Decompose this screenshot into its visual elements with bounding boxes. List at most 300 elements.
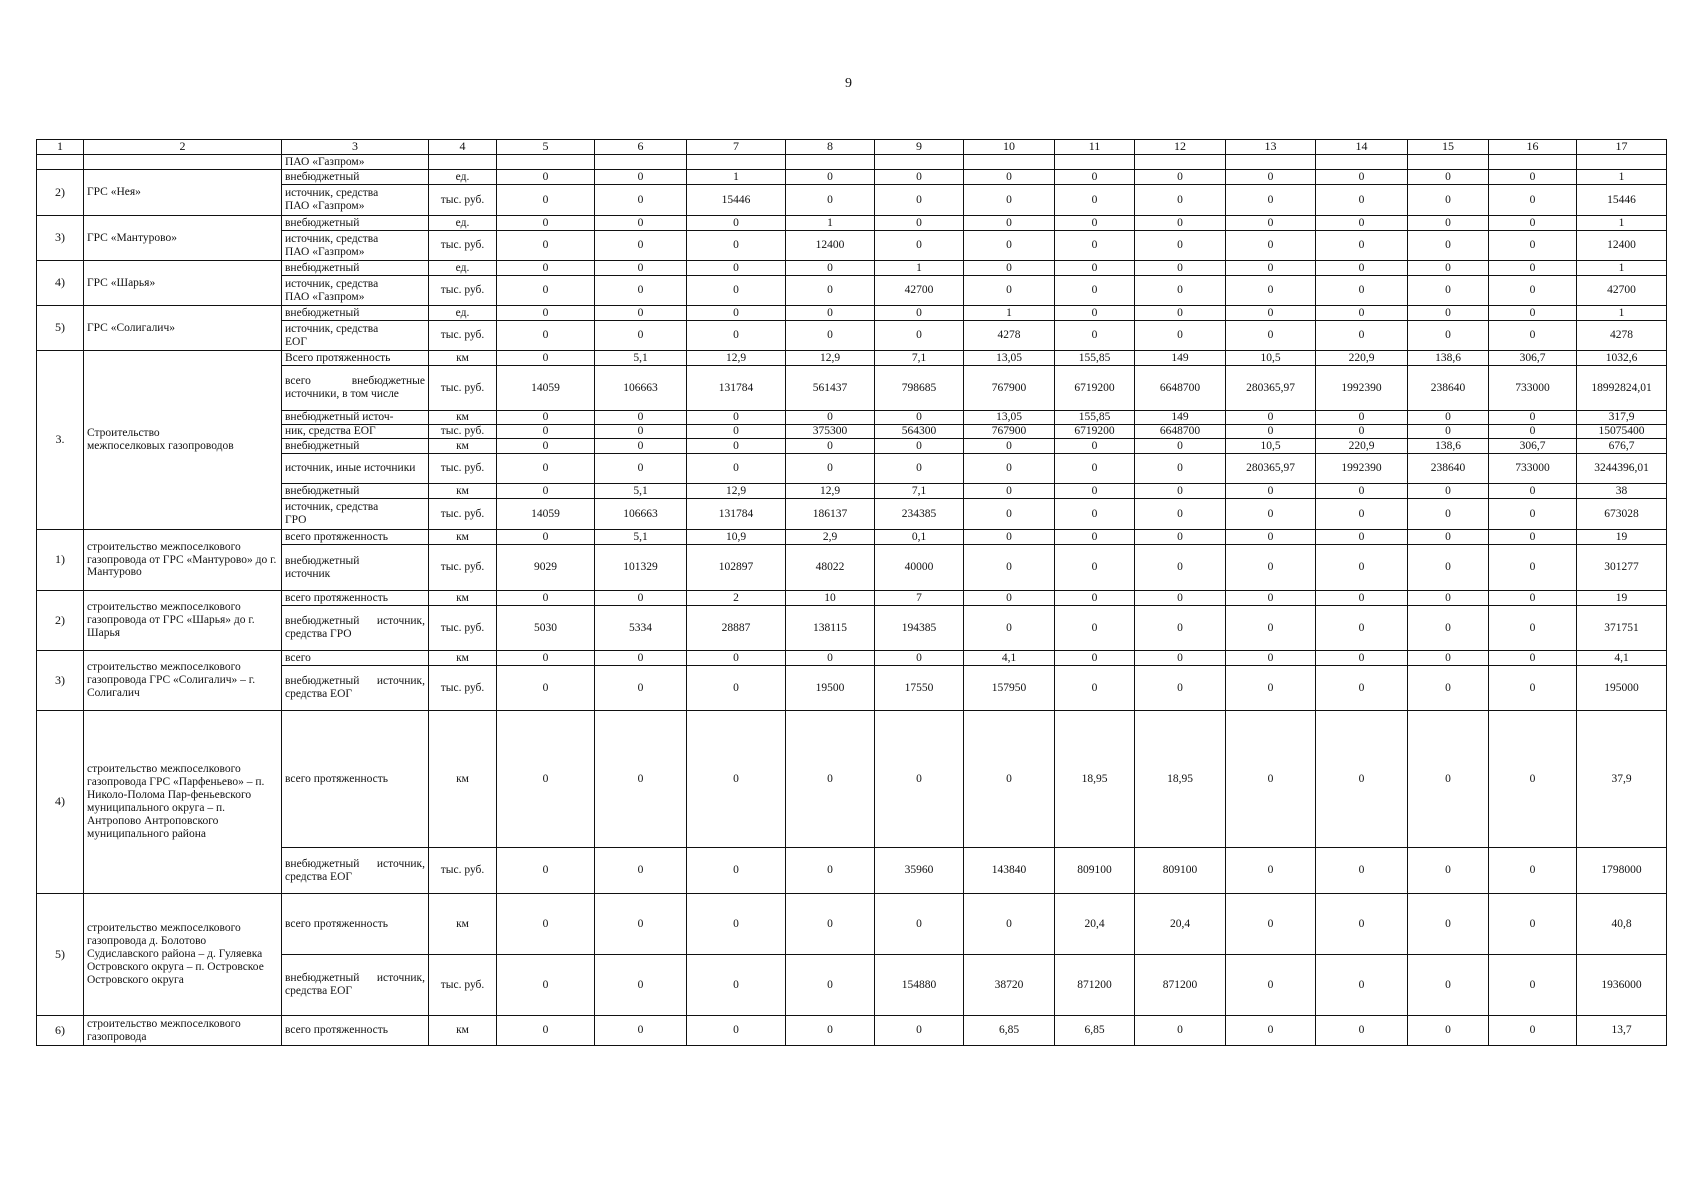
value-cell: 0 — [1226, 606, 1316, 651]
value-cell: 733000 — [1489, 454, 1577, 484]
value-cell: 0 — [1489, 306, 1577, 321]
unit-cell: км — [429, 530, 497, 545]
item-number: 5) — [37, 894, 84, 1016]
value-cell: 6648700 — [1135, 425, 1226, 439]
value-cell: 0 — [1408, 411, 1489, 425]
item-number: 2) — [37, 170, 84, 216]
unit-cell: тыс. руб. — [429, 321, 497, 351]
value-cell: 0 — [964, 484, 1055, 499]
value-cell: 1 — [1577, 216, 1667, 231]
value-cell: 0 — [497, 484, 595, 499]
value-cell: 0 — [1489, 848, 1577, 894]
value-cell: 798685 — [875, 366, 964, 411]
value-cell: 0 — [1226, 955, 1316, 1016]
value-cell: 0 — [1135, 321, 1226, 351]
column-header-8: 8 — [786, 140, 875, 155]
value-cell: 0 — [1408, 321, 1489, 351]
value-cell: 0 — [497, 651, 595, 666]
table-row — [37, 366, 1667, 411]
value-cell: 6648700 — [1135, 366, 1226, 411]
table-row — [37, 545, 1667, 591]
value-cell: 37,9 — [1577, 711, 1667, 848]
value-cell: 0 — [1489, 530, 1577, 545]
value-cell: 0 — [875, 894, 964, 955]
value-cell: 157950 — [964, 666, 1055, 711]
table-row — [37, 591, 1667, 606]
value-cell: 1 — [786, 216, 875, 231]
unit-cell: тыс. руб. — [429, 454, 497, 484]
source-cell: источник, средства ЕОГ — [282, 321, 429, 351]
value-cell: 0 — [1489, 606, 1577, 651]
value-cell: 0 — [1408, 606, 1489, 651]
value-cell: 0 — [786, 848, 875, 894]
column-header-10: 10 — [964, 140, 1055, 155]
unit-cell: тыс. руб. — [429, 425, 497, 439]
value-cell: 149 — [1135, 411, 1226, 425]
column-header-12: 12 — [1135, 140, 1226, 155]
unit-cell: тыс. руб. — [429, 848, 497, 894]
value-cell: 10,5 — [1226, 439, 1316, 454]
item-number: 1) — [37, 530, 84, 591]
value-cell: 13,05 — [964, 411, 1055, 425]
value-cell: 143840 — [964, 848, 1055, 894]
value-cell: 0 — [875, 321, 964, 351]
value-cell: 4278 — [1577, 321, 1667, 351]
value-cell: 0 — [595, 955, 687, 1016]
value-cell: 673028 — [1577, 499, 1667, 530]
value-cell: 19500 — [786, 666, 875, 711]
value-cell: 131784 — [687, 499, 786, 530]
value-cell: 0 — [1226, 306, 1316, 321]
value-cell: 0 — [595, 231, 687, 261]
value-cell: 1 — [875, 261, 964, 276]
value-cell: 0 — [1055, 306, 1135, 321]
value-cell: 280365,97 — [1226, 454, 1316, 484]
value-cell: 0 — [1408, 545, 1489, 591]
column-header-4: 4 — [429, 140, 497, 155]
value-cell: 195000 — [1577, 666, 1667, 711]
value-cell: 0 — [875, 231, 964, 261]
source-cell: всего протяженность — [282, 894, 429, 955]
value-cell: 280365,97 — [1226, 366, 1316, 411]
value-cell: 0 — [1226, 484, 1316, 499]
value-cell: 0 — [1408, 261, 1489, 276]
value-cell: 0 — [687, 276, 786, 306]
value-cell: 1 — [964, 306, 1055, 321]
value-cell: 0 — [687, 454, 786, 484]
value-cell: 0 — [497, 321, 595, 351]
table-row — [37, 261, 1667, 276]
value-cell: 0 — [497, 411, 595, 425]
value-cell: 0 — [786, 276, 875, 306]
value-cell: 0 — [497, 170, 595, 185]
value-cell: 42700 — [875, 276, 964, 306]
value-cell: 12,9 — [786, 484, 875, 499]
value-cell: 0 — [1316, 848, 1408, 894]
value-cell: 0 — [595, 411, 687, 425]
value-cell: 0 — [687, 848, 786, 894]
value-cell: 7,1 — [875, 351, 964, 366]
unit-cell: км — [429, 411, 497, 425]
value-cell: 0 — [595, 848, 687, 894]
value-cell: 19 — [1577, 591, 1667, 606]
value-cell: 0 — [1316, 1016, 1408, 1046]
item-number: 4) — [37, 261, 84, 306]
cell — [84, 155, 282, 170]
value-cell: 0 — [1055, 666, 1135, 711]
section-name: Строительство межпоселковых газопроводов — [84, 351, 282, 530]
value-cell: 0 — [1055, 591, 1135, 606]
value-cell: 0 — [1316, 606, 1408, 651]
value-cell: 0 — [497, 231, 595, 261]
table-row — [37, 425, 1667, 439]
value-cell: 0 — [1489, 651, 1577, 666]
value-cell: 0 — [1408, 185, 1489, 216]
value-cell: 18992824,01 — [1577, 366, 1667, 411]
value-cell: 15446 — [1577, 185, 1667, 216]
value-cell: 4278 — [964, 321, 1055, 351]
value-cell: 0 — [1316, 711, 1408, 848]
value-cell: 0 — [964, 454, 1055, 484]
value-cell: 4,1 — [964, 651, 1055, 666]
value-cell: 0 — [1055, 484, 1135, 499]
value-cell: 0 — [1316, 651, 1408, 666]
unit-cell: тыс. руб. — [429, 366, 497, 411]
table-row — [37, 1016, 1667, 1046]
source-cell: внебюджетный источник, средства ЕОГ — [282, 955, 429, 1016]
value-cell: 0 — [1316, 484, 1408, 499]
item-name: ГРС «Мантурово» — [84, 216, 282, 261]
value-cell: 0 — [1316, 955, 1408, 1016]
value-cell: 306,7 — [1489, 439, 1577, 454]
value-cell: 0 — [497, 711, 595, 848]
column-header-2: 2 — [84, 140, 282, 155]
value-cell: 0 — [1316, 894, 1408, 955]
value-cell: 149 — [1135, 351, 1226, 366]
column-header-13: 13 — [1226, 140, 1316, 155]
table-row — [37, 155, 1667, 170]
value-cell: 20,4 — [1055, 894, 1135, 955]
value-cell: 0 — [497, 306, 595, 321]
value-cell: 20,4 — [1135, 894, 1226, 955]
value-cell: 0 — [497, 216, 595, 231]
source-cell: внебюджетный — [282, 170, 429, 185]
value-cell: 0 — [1316, 545, 1408, 591]
source-cell: всего протяженность — [282, 591, 429, 606]
value-cell: 0 — [497, 351, 595, 366]
unit-cell: км — [429, 711, 497, 848]
table-row — [37, 484, 1667, 499]
source-cell: внебюджетный источник, средства ЕОГ — [282, 666, 429, 711]
value-cell: 106663 — [595, 366, 687, 411]
value-cell: 0 — [1316, 425, 1408, 439]
value-cell: 0 — [964, 185, 1055, 216]
value-cell: 12,9 — [687, 351, 786, 366]
value-cell: 0 — [875, 711, 964, 848]
item-name: строительство межпоселкового газопровода от ГРС «Шарья» до г. Шарья — [84, 591, 282, 651]
value-cell: 14059 — [497, 499, 595, 530]
value-cell: 0 — [1408, 1016, 1489, 1046]
value-cell: 0 — [1489, 411, 1577, 425]
table-row — [37, 351, 1667, 366]
value-cell: 0 — [1055, 499, 1135, 530]
value-cell: 1936000 — [1577, 955, 1667, 1016]
value-cell: 564300 — [875, 425, 964, 439]
value-cell: 0 — [1055, 170, 1135, 185]
item-name: строительство межпоселкового газопровода — [84, 1016, 282, 1046]
value-cell: 12,9 — [687, 484, 786, 499]
value-cell: 0 — [1135, 231, 1226, 261]
value-cell: 317,9 — [1577, 411, 1667, 425]
value-cell: 809100 — [1135, 848, 1226, 894]
value-cell: 0 — [1226, 216, 1316, 231]
value-cell: 0 — [1055, 276, 1135, 306]
value-cell: 301277 — [1577, 545, 1667, 591]
item-name: строительство межпоселкового газопровода от ГРС «Мантурово» до г. Мантурово — [84, 530, 282, 591]
unit-cell: тыс. руб. — [429, 606, 497, 651]
value-cell: 871200 — [1055, 955, 1135, 1016]
value-cell: 0 — [786, 170, 875, 185]
value-cell: 0 — [1316, 321, 1408, 351]
column-header-17: 17 — [1577, 140, 1667, 155]
value-cell: 0 — [786, 185, 875, 216]
item-number: 3) — [37, 651, 84, 711]
value-cell: 0 — [1489, 321, 1577, 351]
value-cell: 767900 — [964, 366, 1055, 411]
value-cell: 0 — [687, 711, 786, 848]
value-cell: 0 — [1408, 894, 1489, 955]
value-cell: 0 — [687, 651, 786, 666]
value-cell: 10,9 — [687, 530, 786, 545]
value-cell: 6,85 — [964, 1016, 1055, 1046]
table-row — [37, 530, 1667, 545]
value-cell: 0 — [595, 894, 687, 955]
value-cell: 13,05 — [964, 351, 1055, 366]
value-cell: 0 — [964, 711, 1055, 848]
value-cell: 0 — [1408, 711, 1489, 848]
value-cell: 131784 — [687, 366, 786, 411]
column-header-7: 7 — [687, 140, 786, 155]
source-cell: ПАО «Газпром» — [282, 155, 429, 170]
value-cell: 0 — [786, 1016, 875, 1046]
item-name: строительство межпоселкового газопровода д. Болотово Судиславского района – д. Гуляевка Островского округа – п. Островское Островского округа — [84, 894, 282, 1016]
value-cell: 9029 — [497, 545, 595, 591]
value-cell: 3244396,01 — [1577, 454, 1667, 484]
value-cell: 7,1 — [875, 484, 964, 499]
value-cell: 0 — [1226, 530, 1316, 545]
column-header-16: 16 — [1489, 140, 1577, 155]
value-cell: 0 — [687, 261, 786, 276]
value-cell: 0 — [786, 711, 875, 848]
value-cell: 10,5 — [1226, 351, 1316, 366]
value-cell: 0 — [875, 170, 964, 185]
table-row — [37, 711, 1667, 848]
value-cell: 0 — [687, 425, 786, 439]
value-cell: 0 — [1489, 216, 1577, 231]
value-cell: 0 — [1489, 545, 1577, 591]
value-cell: 0 — [1135, 216, 1226, 231]
value-cell: 12,9 — [786, 351, 875, 366]
value-cell: 5,1 — [595, 351, 687, 366]
value-cell: 0 — [1135, 591, 1226, 606]
value-cell: 0 — [964, 170, 1055, 185]
value-cell: 0 — [497, 1016, 595, 1046]
value-cell: 0 — [1226, 499, 1316, 530]
value-cell: 42700 — [1577, 276, 1667, 306]
table-row — [37, 170, 1667, 185]
value-cell: 375300 — [786, 425, 875, 439]
value-cell: 0 — [1135, 606, 1226, 651]
source-cell: внебюджетный — [282, 439, 429, 454]
value-cell: 0 — [1489, 666, 1577, 711]
value-cell: 154880 — [875, 955, 964, 1016]
value-cell: 0 — [687, 1016, 786, 1046]
item-number: 3) — [37, 216, 84, 261]
value-cell: 0 — [1055, 439, 1135, 454]
value-cell: 0 — [595, 321, 687, 351]
table-row — [37, 606, 1667, 651]
value-cell: 0 — [497, 454, 595, 484]
value-cell: 0 — [1408, 591, 1489, 606]
value-cell: 0 — [497, 425, 595, 439]
value-cell: 0 — [595, 1016, 687, 1046]
value-cell: 28887 — [687, 606, 786, 651]
value-cell: 0 — [1055, 216, 1135, 231]
value-cell: 0 — [1316, 666, 1408, 711]
value-cell: 155,85 — [1055, 351, 1135, 366]
value-cell: 106663 — [595, 499, 687, 530]
value-cell: 40,8 — [1577, 894, 1667, 955]
value-cell: 0 — [786, 321, 875, 351]
value-cell: 871200 — [1135, 955, 1226, 1016]
value-cell: 101329 — [595, 545, 687, 591]
value-cell: 0 — [875, 454, 964, 484]
value-cell: 0 — [1316, 306, 1408, 321]
source-cell: внебюджетный источник, средства ГРО — [282, 606, 429, 651]
source-cell: внебюджетный — [282, 306, 429, 321]
unit-cell: ед. — [429, 170, 497, 185]
table-row — [37, 894, 1667, 955]
value-cell: 0 — [1408, 499, 1489, 530]
value-cell: 0 — [964, 276, 1055, 306]
value-cell: 0 — [1055, 231, 1135, 261]
value-cell: 0 — [1316, 185, 1408, 216]
value-cell: 40000 — [875, 545, 964, 591]
value-cell: 0 — [595, 454, 687, 484]
section-number: 3. — [37, 351, 84, 530]
table-row — [37, 276, 1667, 306]
value-cell: 138115 — [786, 606, 875, 651]
value-cell: 138,6 — [1408, 439, 1489, 454]
table-row — [37, 321, 1667, 351]
value-cell: 676,7 — [1577, 439, 1667, 454]
value-cell: 0 — [497, 261, 595, 276]
source-cell: всего — [282, 651, 429, 666]
page-number: 9 — [845, 76, 852, 91]
table-row — [37, 216, 1667, 231]
value-cell: 0 — [1489, 185, 1577, 216]
value-cell: 0 — [1055, 606, 1135, 651]
value-cell: 0 — [875, 439, 964, 454]
value-cell: 6719200 — [1055, 425, 1135, 439]
value-cell: 18,95 — [1135, 711, 1226, 848]
source-cell: внебюджетный источ- — [282, 411, 429, 425]
value-cell: 0 — [687, 439, 786, 454]
value-cell: 0 — [1226, 1016, 1316, 1046]
value-cell: 0 — [1408, 231, 1489, 261]
value-cell: 0 — [497, 955, 595, 1016]
value-cell: 0 — [1226, 170, 1316, 185]
value-cell: 0 — [687, 306, 786, 321]
value-cell: 0 — [786, 439, 875, 454]
value-cell: 0 — [964, 894, 1055, 955]
value-cell: 0 — [786, 261, 875, 276]
column-header-3: 3 — [282, 140, 429, 155]
unit-cell: км — [429, 651, 497, 666]
source-cell: всего протяженность — [282, 1016, 429, 1046]
value-cell: 0 — [1226, 425, 1316, 439]
source-cell: источник, средства ГРО — [282, 499, 429, 530]
item-number: 6) — [37, 1016, 84, 1046]
value-cell: 0 — [1316, 276, 1408, 306]
value-cell: 0 — [1489, 591, 1577, 606]
value-cell: 0 — [1408, 216, 1489, 231]
value-cell: 15446 — [687, 185, 786, 216]
value-cell: 0 — [875, 216, 964, 231]
value-cell: 0 — [1135, 306, 1226, 321]
value-cell: 0 — [1408, 955, 1489, 1016]
value-cell: 0 — [497, 848, 595, 894]
unit-cell: км — [429, 484, 497, 499]
item-name: строительство межпоселкового газопровода ГРС «Солигалич» – г. Солигалич — [84, 651, 282, 711]
value-cell: 5334 — [595, 606, 687, 651]
value-cell: 0 — [1408, 666, 1489, 711]
value-cell: 0 — [1489, 894, 1577, 955]
value-cell: 0 — [1226, 848, 1316, 894]
item-name: ГРС «Солигалич» — [84, 306, 282, 351]
value-cell: 0 — [595, 651, 687, 666]
table-row — [37, 439, 1667, 454]
value-cell: 0 — [1135, 651, 1226, 666]
value-cell: 0 — [1489, 276, 1577, 306]
value-cell: 0 — [1135, 185, 1226, 216]
value-cell: 186137 — [786, 499, 875, 530]
table-row — [37, 306, 1667, 321]
value-cell: 0 — [786, 955, 875, 1016]
value-cell: 2 — [687, 591, 786, 606]
value-cell: 0 — [1408, 170, 1489, 185]
value-cell: 4,1 — [1577, 651, 1667, 666]
unit-cell: ед. — [429, 306, 497, 321]
value-cell: 234385 — [875, 499, 964, 530]
value-cell: 0 — [964, 231, 1055, 261]
value-cell: 0 — [595, 711, 687, 848]
value-cell: 6,85 — [1055, 1016, 1135, 1046]
value-cell: 733000 — [1489, 366, 1577, 411]
value-cell: 0 — [595, 170, 687, 185]
value-cell: 35960 — [875, 848, 964, 894]
value-cell: 102897 — [687, 545, 786, 591]
value-cell: 0 — [964, 439, 1055, 454]
value-cell: 0 — [1408, 530, 1489, 545]
value-cell: 6719200 — [1055, 366, 1135, 411]
value-cell: 0 — [1316, 170, 1408, 185]
value-cell: 0 — [497, 894, 595, 955]
table-row — [37, 651, 1667, 666]
unit-cell: км — [429, 591, 497, 606]
value-cell: 17550 — [875, 666, 964, 711]
item-name: строительство межпоселкового газопровода ГРС «Парфеньево» – п. Николо-Полома Пар-феньевского муниципального округа – п. Антропово Антроповского муниципального района — [84, 711, 282, 894]
